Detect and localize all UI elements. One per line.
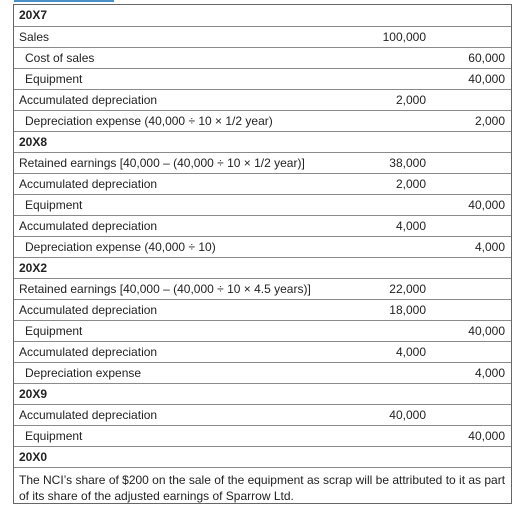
table-row [14, 194, 511, 216]
account-label: Accumulated depreciation [19, 177, 158, 191]
credit-amount: 4,000 [474, 240, 505, 254]
account-label: Cost of sales [25, 51, 95, 65]
table-row [14, 341, 511, 363]
year-heading-row [14, 5, 511, 26]
debit-amount: 100,000 [382, 30, 426, 44]
table-row [14, 425, 511, 447]
table-row [14, 404, 511, 426]
year-heading: 20X9 [19, 387, 48, 401]
year-heading-row [14, 383, 511, 405]
table-row [14, 26, 511, 48]
account-label: Retained earnings [40,000 – (40,000 ÷ 10 × 4.5 years)] [19, 282, 311, 296]
table-row [14, 320, 511, 342]
credit-amount: 60,000 [468, 51, 505, 65]
debit-amount: 38,000 [389, 156, 426, 170]
year-heading-row [14, 446, 511, 468]
table-row [14, 173, 511, 195]
table-row [14, 236, 511, 258]
account-label: Sales [19, 30, 50, 44]
table-row [14, 299, 511, 321]
debit-amount: 4,000 [395, 219, 426, 233]
debit-amount: 2,000 [395, 93, 426, 107]
table-row [14, 89, 511, 111]
year-heading: 20X0 [19, 450, 48, 464]
credit-amount: 40,000 [468, 198, 505, 212]
year-heading-row [14, 131, 511, 153]
account-label: Equipment [25, 429, 83, 443]
account-label: Retained earnings [40,000 – (40,000 ÷ 10 × 1/2 year)] [19, 156, 305, 170]
year-heading-row [14, 257, 511, 279]
credit-amount: 4,000 [474, 366, 505, 380]
account-label: Depreciation expense (40,000 ÷ 10 × 1/2 year) [25, 114, 273, 128]
table-row [14, 278, 511, 300]
year-heading: 20X8 [19, 135, 48, 149]
account-label: Accumulated depreciation [19, 345, 158, 359]
table-row [14, 215, 511, 237]
footnote: The NCI’s share of $200 on the sale of the equipment as scrap will be attributed to it as part of its share of the adjusted earnings of Sparrow Ltd. [14, 467, 511, 504]
journal-entries-table [13, 4, 512, 504]
credit-amount: 2,000 [474, 114, 505, 128]
credit-amount: 40,000 [468, 429, 505, 443]
debit-amount: 2,000 [395, 177, 426, 191]
debit-amount: 22,000 [389, 282, 426, 296]
account-label: Equipment [25, 72, 83, 86]
account-label: Accumulated depreciation [19, 303, 158, 317]
account-label: Equipment [25, 198, 83, 212]
year-heading: 20X2 [19, 261, 48, 275]
account-label: Equipment [25, 324, 83, 338]
account-label: Accumulated depreciation [19, 219, 158, 233]
account-label: Accumulated depreciation [19, 93, 158, 107]
top-accent-bar [14, 0, 114, 2]
table-row [14, 110, 511, 132]
account-label: Depreciation expense (40,000 ÷ 10) [25, 240, 216, 254]
debit-amount: 18,000 [389, 303, 426, 317]
table-row [14, 68, 511, 90]
account-label: Accumulated depreciation [19, 408, 158, 422]
credit-amount: 40,000 [468, 324, 505, 338]
table-row [14, 152, 511, 174]
table-row [14, 47, 511, 69]
debit-amount: 4,000 [395, 345, 426, 359]
debit-amount: 40,000 [389, 408, 426, 422]
table-row [14, 362, 511, 384]
credit-amount: 40,000 [468, 72, 505, 86]
account-label: Depreciation expense [25, 366, 142, 380]
year-heading: 20X7 [19, 8, 48, 22]
